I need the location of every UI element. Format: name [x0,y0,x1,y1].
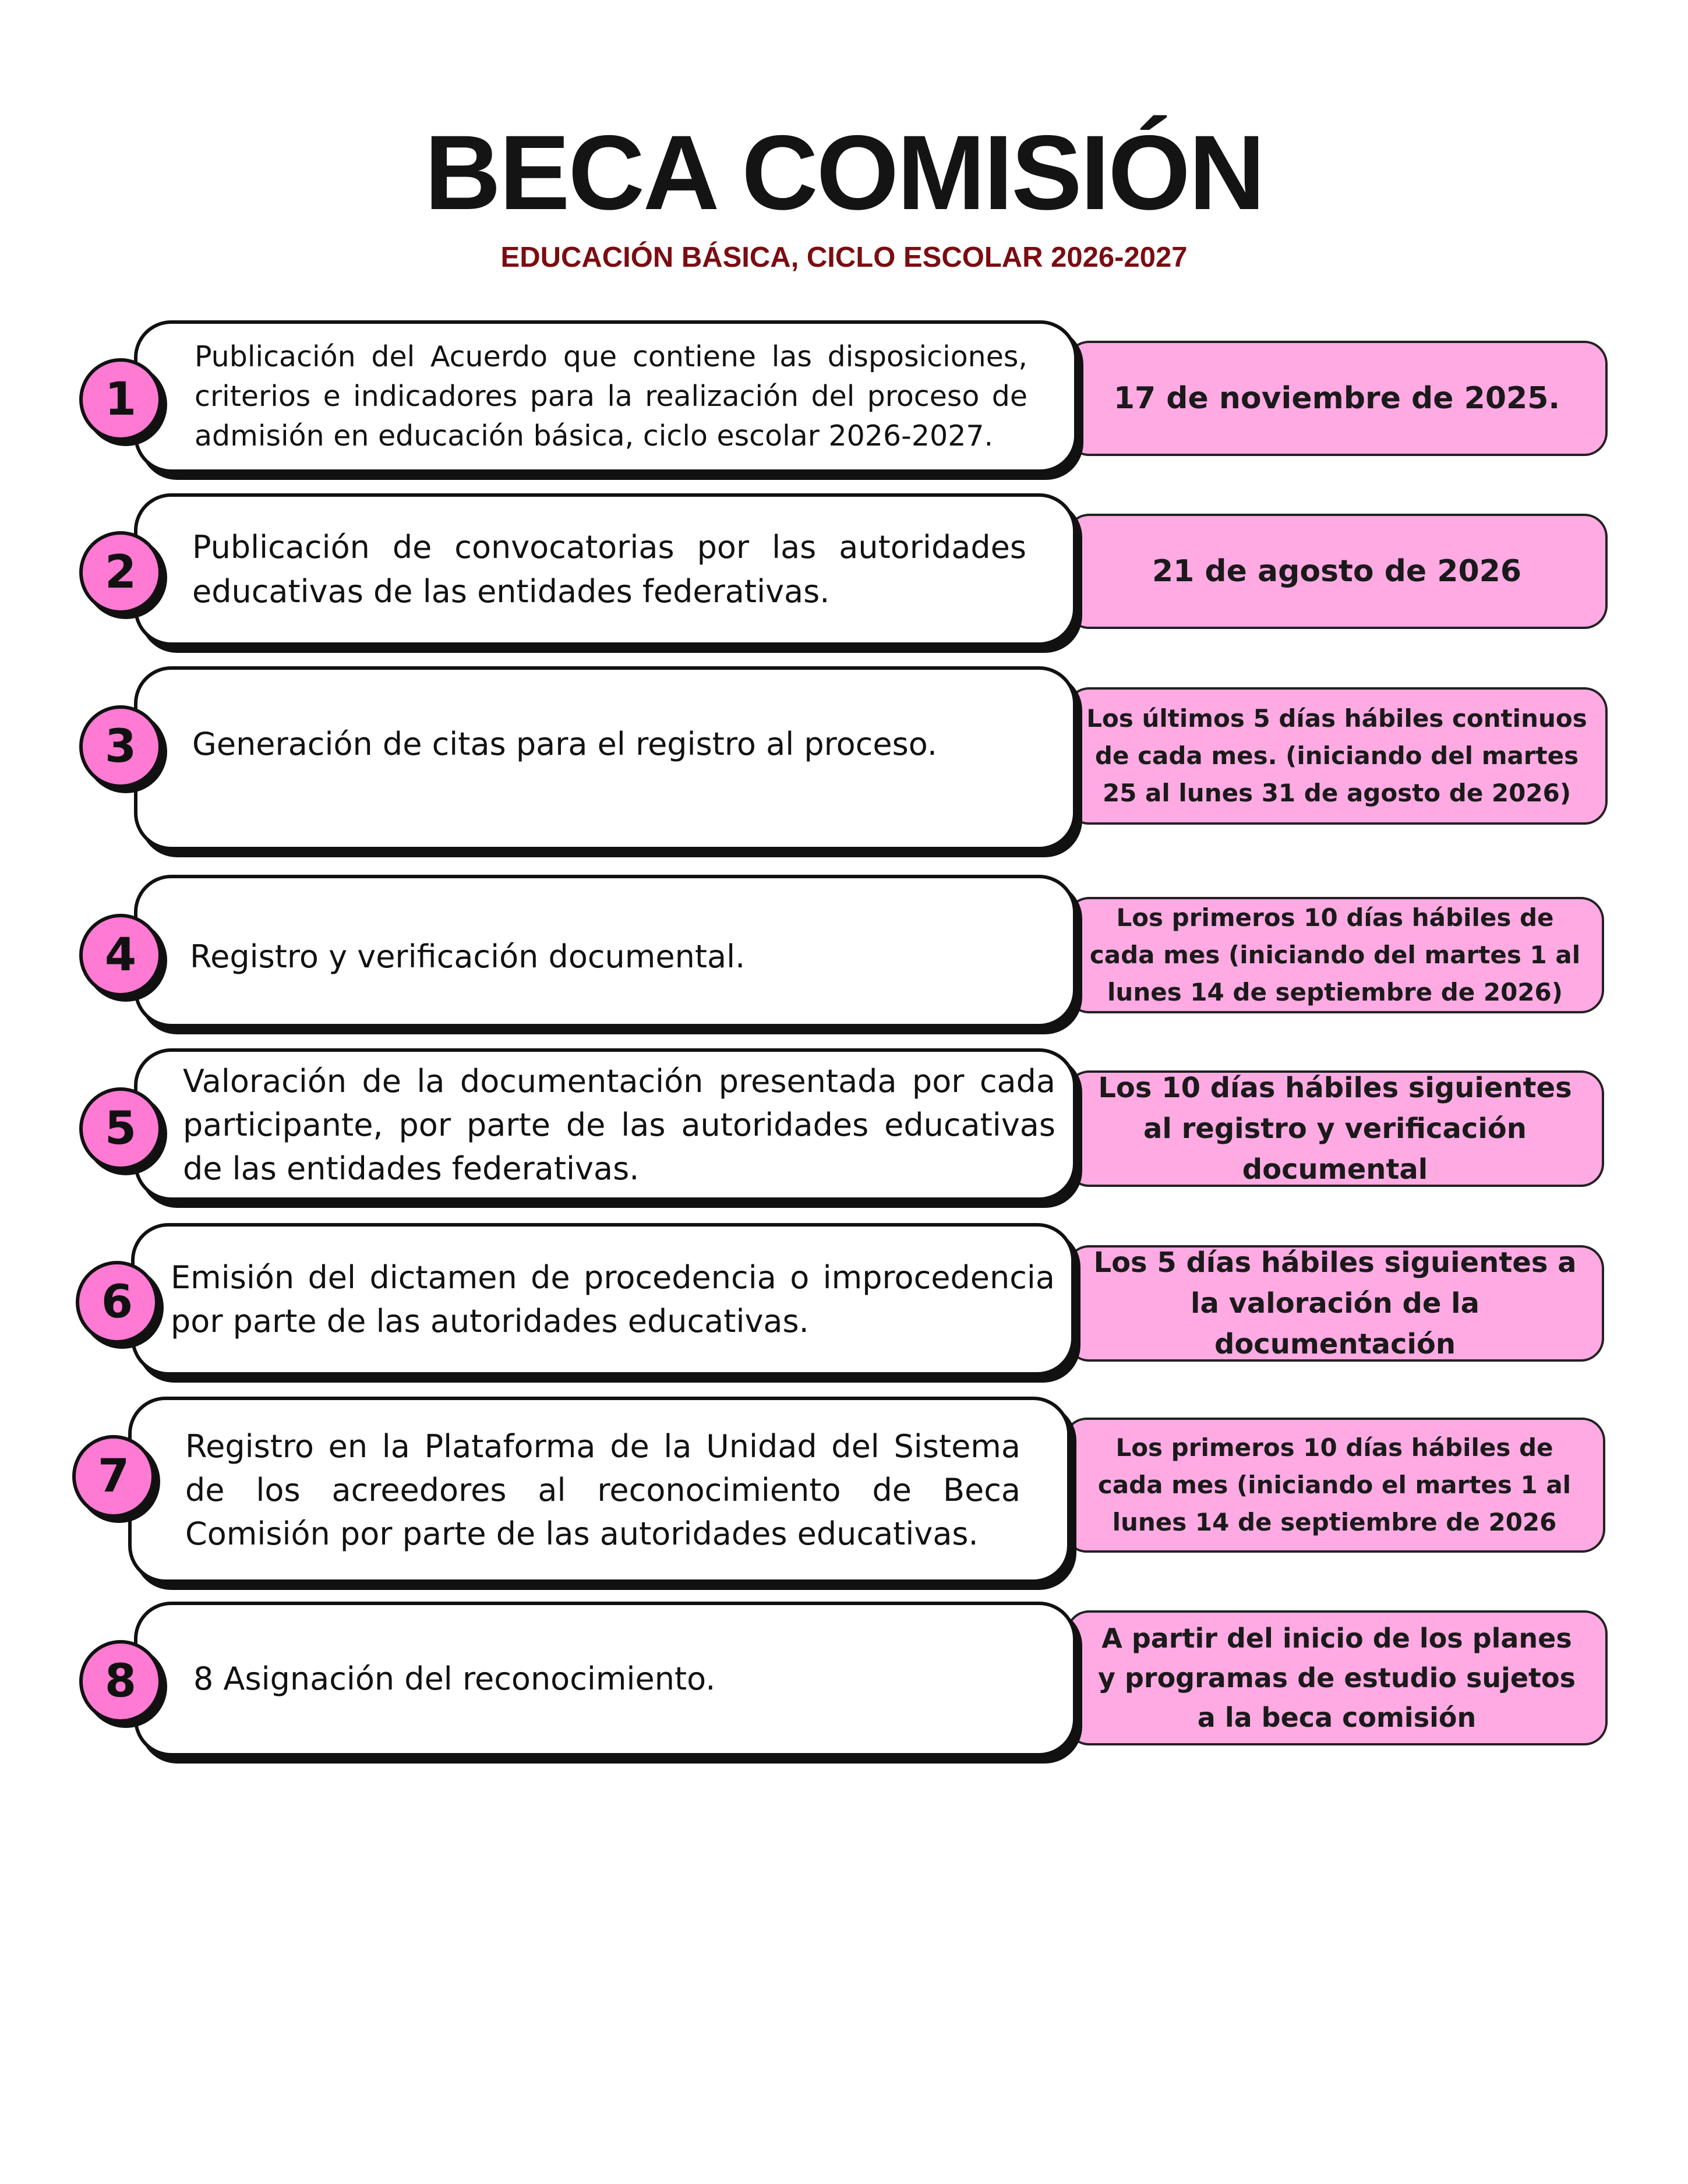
step-number-7: 7 [72,1435,155,1518]
step-date-4: Los primeros 10 días hábiles de cada mes (iniciando del martes 1 al lunes 14 de septiembre de 2026) [1089,903,1581,1006]
step-description-5: Valoración de la documentación presentada por cada participante, por parte de las autoridades educativas de las entidades federativas. [183,1062,1055,1187]
step-description-box-2 [134,493,1076,646]
step-date-3: Los últimos 5 días hábiles continuos de cada mes. (iniciando del martes 25 al lunes 31 de agosto de 2026) [1086,704,1587,807]
step-date-box-3 [1066,687,1608,825]
step-number-4: 4 [79,914,162,996]
step-description-box-1 [134,320,1078,473]
step-number-5: 5 [79,1087,162,1170]
step-date-8: A partir del inicio de los planes y programas de estudio sujetos a la beca comisión [1097,1623,1576,1733]
step-row-1 [0,320,1688,478]
step-number-6: 6 [76,1261,158,1344]
step-row-5 [0,1048,1688,1206]
page-title: BECA COMISIÓN [424,113,1264,232]
step-row-6 [0,1223,1688,1380]
step-date-box-5 [1066,1070,1604,1187]
step-description-8: 8 Asignación del reconocimiento. [193,1660,716,1697]
step-row-4 [0,875,1688,1032]
step-date-1: 17 de noviembre de 2025. [1113,381,1560,416]
page-subtitle: EDUCACIÓN BÁSICA, CICLO ESCOLAR 2026-2027 [500,242,1188,273]
step-description-7: Registro en la Plataforma de la Unidad del Sistema de los acreedores al reconocimiento de Beca Comisión por parte de las autoridades educativas. [185,1427,1020,1552]
step-date-5: Los 10 días hábiles siguientes al registro y verificación documental [1098,1072,1572,1186]
step-description-box-5 [134,1048,1076,1201]
step-description-3: Generación de citas para el registro al proceso. [192,726,937,762]
step-description-box-7 [128,1397,1071,1583]
step-date-box-7 [1064,1418,1605,1553]
step-number-3: 3 [79,705,162,788]
step-date-7: Los primeros 10 días hábiles de cada mes (iniciando el martes 1 al lunes 14 de septiembre de 2026 [1097,1433,1572,1536]
step-number-1: 1 [79,358,162,441]
step-description-box-4 [134,875,1076,1027]
step-description-6: Emisión del dictamen de procedencia o improcedencia por parte de las autoridades educativas. [171,1259,1055,1340]
step-row-8 [0,1602,1688,1770]
step-description-box-3 [134,666,1076,850]
step-row-2 [0,493,1688,651]
step-row-3 [0,666,1688,853]
step-date-box-2 [1066,514,1608,629]
step-date-box-4 [1066,897,1604,1013]
step-date-box-1 [1066,341,1608,456]
step-description-2: Publicación de convocatorias por las autoridades educativas de las entidades federativas. [192,529,1026,610]
step-description-box-8 [134,1602,1076,1757]
step-description-box-6 [131,1223,1075,1376]
step-date-2: 21 de agosto de 2026 [1152,554,1522,589]
step-number-2: 2 [79,531,162,614]
step-date-box-8 [1066,1610,1608,1745]
step-number-8: 8 [79,1640,162,1723]
step-date-box-6 [1066,1245,1604,1362]
step-description-4: Registro y verificación documental. [190,938,746,975]
step-row-7 [0,1397,1688,1565]
step-description-1: Publicación del Acuerdo que contiene las disposiciones, criterios e indicadores para la realización del proceso de admisión en educación básica, ciclo escolar 2026-2027. [195,340,1027,453]
step-date-6: Los 5 días hábiles siguientes a la valoración de la documentación [1093,1246,1577,1360]
